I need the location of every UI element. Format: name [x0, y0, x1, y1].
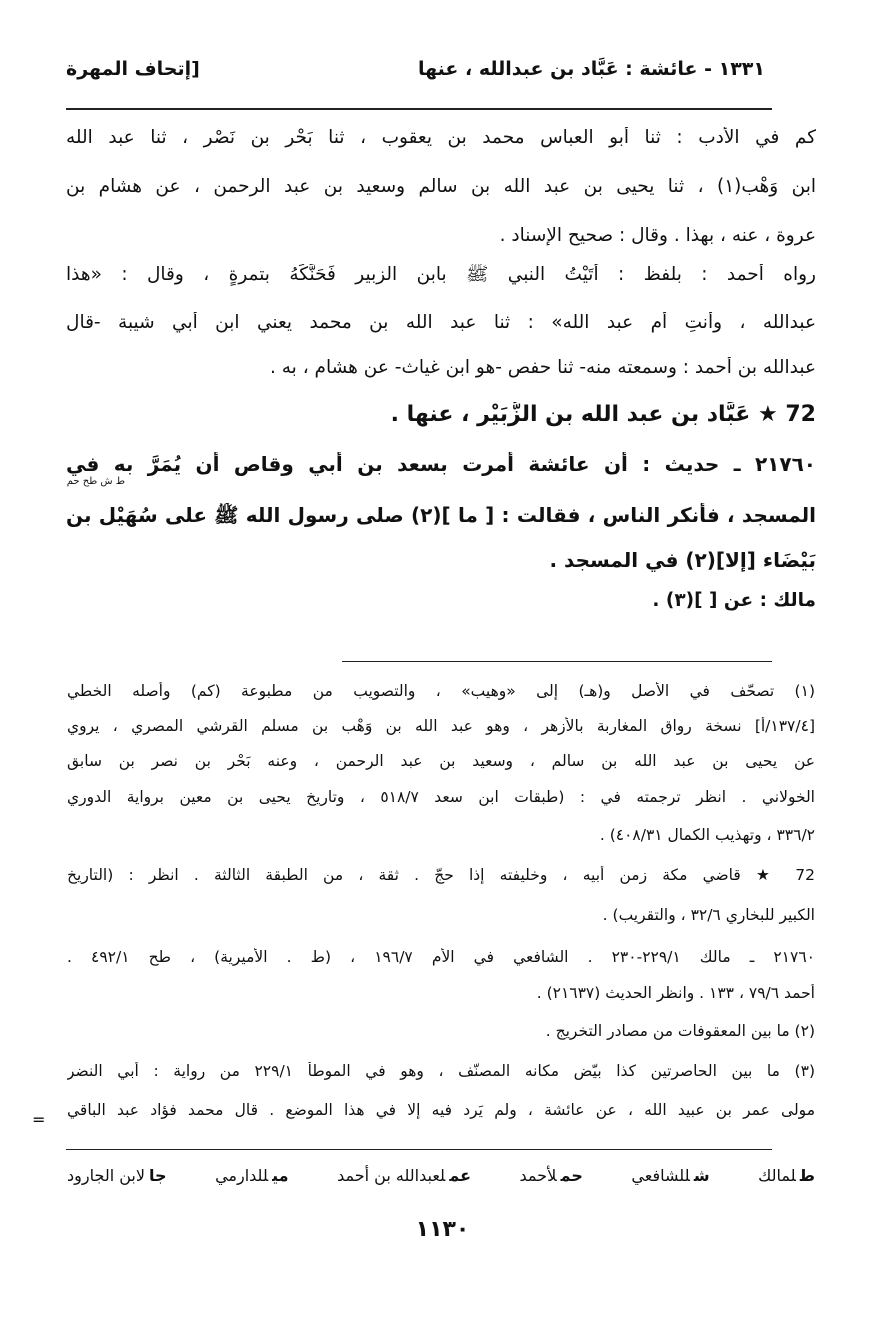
abbreviation-item: طلمالك: [758, 1166, 815, 1185]
source-marks: ط ش طح حم: [66, 476, 125, 487]
main-line: عروة ، عنه ، بهذا . وقال : صحيح الإسناد .: [499, 225, 816, 246]
main-line: عبدالله بن أحمد : وسمعته منه- ثنا حفص -هو ابن غياث- عن هشام ، به .: [269, 357, 816, 378]
main-line: عبدالله ، وأنتِ أم عبد الله» : ثنا عبد الله بن محمد يعني ابن أبي شيبة -قال: [66, 312, 816, 333]
footnote-line: الخولاني . انظر ترجمته في : (طبقات ابن سعد ٥١٨/٧ ، وتاريخ يحيى بن معين برواية الدوري: [67, 788, 815, 806]
abbreviation-item: عملعبدالله بن أحمد: [337, 1166, 471, 1185]
section-heading: 72 ★ عَبَّاد بن عبد الله بن الزُّبَيْر ، عنها .: [390, 402, 816, 427]
footnote-line: 72 ★ قاضي مكة زمن أبيه ، وخليفته إذا حجّ . ثقة ، من الطبقة الثالثة . انظر : (التاريخ: [67, 866, 815, 884]
footnote-line: (٢) ما بين المعقوفات من مصادر التخريج .: [545, 1022, 815, 1040]
abbreviation-item: حملأحمد: [519, 1166, 583, 1185]
running-header-book-title: [إتحاف المهرة: [66, 58, 200, 80]
footnote-line: (٣) ما بين الحاصرتين كذا بيّض مكانه المصنّف ، وهو في الموطأ ٢٢٩/١ من رواية : أبي النضر: [67, 1062, 815, 1080]
main-line: كم في الأدب : ثنا أبو العباس محمد بن يعقوب ، ثنا بَحْر بن نَصْر ، ثنا عبد الله: [66, 127, 816, 148]
abbreviation-item: شللشافعي: [631, 1166, 710, 1185]
abbreviations-key: [67, 1166, 815, 1185]
footnote-line: (١) تصحّف في الأصل و(هـ) إلى «وهيب» ، والتصويب من مطبوعة (كم) وأصله الخطي: [67, 682, 815, 700]
header-rule: [66, 108, 772, 110]
footnote-line: أحمد ٧٩/٦ ، ١٣٣ . وانظر الحديث (٢١٦٣٧) .: [536, 984, 815, 1002]
hadith-heading-line: ٢١٧٦٠ ـ حديث : أن عائشة أمرت بسعد بن أبي وقاص أن يُمَرَّ به في: [66, 452, 816, 476]
main-line: رواه أحمد : بلفظ : أَتَيْتُ النبي ﷺ بابن الزبير فَحَنَّكَهُ بتمرةٍ ، وقال : «هذا: [66, 264, 816, 285]
footnote-line: [١٣٧/٤/أ] نسخة رواق المغاربة بالأزهر ، وهو عبد الله بن وَهْب بن مسلم القرشي المصري ، يروي: [67, 717, 815, 735]
footnote-line: عن يحيى بن عبد الله بن سالم ، وسعيد بن عبد الرحمن ، وعنه بَحْر بن نصر بن سابق: [67, 752, 815, 770]
hadith-line: بَيْضَاء [إلا](٢) في المسجد .: [549, 548, 816, 572]
continuation-mark: =: [32, 1110, 46, 1129]
abbreviation-item: جالابن الجارود: [67, 1166, 167, 1185]
footnote-line: ٣٣٦/٢ ، وتهذيب الكمال ٤٠٨/٣١) .: [599, 826, 815, 844]
main-line: ابن وَهْب(١) ، ثنا يحيى بن عبد الله بن سالم وسعيد بن عبد الرحمن ، عن هشام بن: [66, 176, 816, 197]
abbreviation-rule: [66, 1149, 772, 1150]
footnote-line: مولى عمر بن عبيد الله ، عن عائشة ، ولم يَرِد فيه إلا في هذا الموضع . قال محمد فؤاد عبد الباقي: [67, 1101, 815, 1119]
footnote-line: الكبير للبخاري ٣٢/٦ ، والتقريب) .: [602, 906, 815, 924]
isnad-line: مالك : عن [ ](٣) .: [652, 590, 816, 611]
page-number: ١١٣٠: [415, 1217, 470, 1242]
hadith-line: المسجد ، فأنكر الناس ، فقالت : [ ما ](٢) صلى رسول الله ﷺ على سُهَيْل بن: [66, 503, 816, 527]
footnote-line: ٢١٧٦٠ ـ مالك ٢٢٩/١-٢٣٠ . الشافعي في الأم ١٩٦/٧ ، (ط . الأميرية) ، طح ٤٩٢/١ .: [67, 948, 815, 966]
abbreviation-item: ميللدارمي: [215, 1166, 289, 1185]
running-header-chapter: ١٣٣١ - عائشة : عَبَّاد بن عبدالله ، عنها: [417, 58, 765, 80]
footnote-rule: [342, 661, 772, 662]
